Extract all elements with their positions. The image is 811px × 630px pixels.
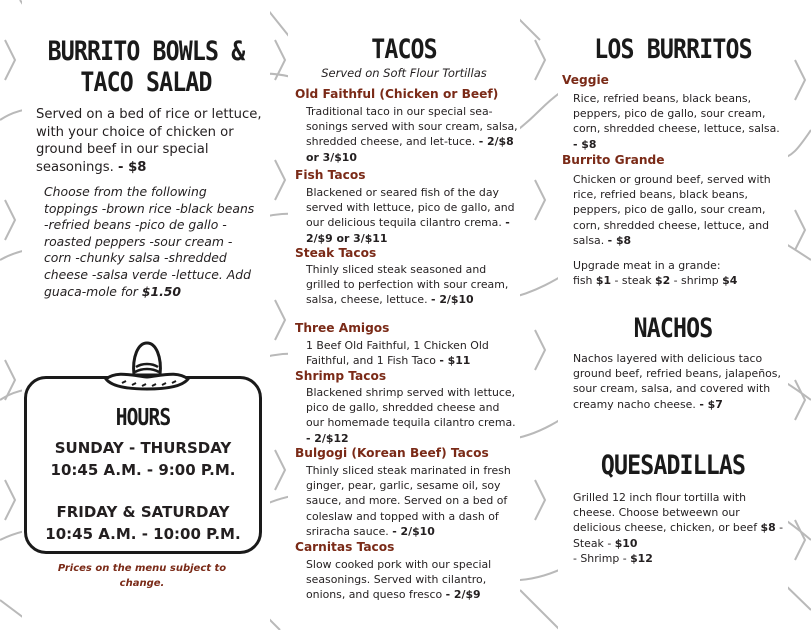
taco-item-desc: [306, 185, 518, 246]
upgrade-shrimp-price: $4: [722, 274, 738, 288]
bowls-description-text: Served on a bed of rice or lettuce, with your choice of chicken or ground beef in our special seasonings.: [36, 107, 262, 175]
quesadillas-price-steak: $10: [614, 536, 638, 550]
upgrade-fish-price: $1: [595, 274, 612, 288]
quesadillas-desc-text: Grilled 12 inch flour tortilla with cheese. Choose betweewn our delicious cheese, chicken, or beef: [573, 491, 758, 535]
taco-item-desc: [306, 104, 518, 165]
burrito-item-desc: [573, 172, 785, 248]
taco-item-desc: [306, 385, 518, 446]
hours-weekend-time: 10:45 A.M. - 10:00 P.M.: [45, 525, 241, 543]
quesadillas-steak: - Steak -: [573, 521, 784, 550]
column-bowls: [22, 0, 270, 630]
hours-weekday-days: SUNDAY - THURSDAY: [54, 439, 232, 457]
burrito-item-desc-text: Rice, refried beans, black beans, peppers, pico de gallo, sour cream, corn, shredded cheese, lettuce, salsa.: [573, 92, 780, 136]
quesadillas-price-beef: $8: [760, 521, 776, 535]
upgrade-shrimp: - shrimp: [673, 274, 719, 288]
taco-item-desc-text: Thinly sliced steak marinated in fresh ginger, pear, garlic, sesame oil, soy sauce, and more. Served on a bed of coleslaw and topped with a dash of sriracha sauce.: [306, 464, 511, 538]
quesadillas-title: QUESADILLAS: [600, 450, 746, 481]
taco-item-price: - 2/$12: [306, 431, 349, 445]
nachos-desc: [573, 351, 785, 412]
upgrade-info: [573, 258, 785, 288]
taco-item-price: - 2/$9 or 3/$11: [306, 216, 510, 245]
hours-box: [24, 376, 262, 554]
taco-item-desc-text: Blackened shrimp served with lettuce, pico de gallo, shredded cheese and our homemade tequila cilantro crema.: [306, 386, 516, 430]
hours-weekday-time: 10:45 A.M. - 9:00 P.M.: [50, 461, 236, 479]
taco-item-name: Carnitas Tacos: [295, 540, 395, 554]
upgrade-steak: - steak: [614, 274, 652, 288]
bowls-price: - $8: [118, 159, 147, 175]
taco-item-desc: [306, 262, 518, 308]
taco-item-desc: [306, 338, 518, 368]
sombrero-icon: [102, 335, 192, 395]
taco-item-price: - 2/$10: [392, 524, 435, 538]
burrito-item-desc-text: Chicken or ground beef, served with rice, refried beans, black beans, peppers, pico de gallo, sour cream, corn, shredded cheese, lettuce, and salsa.: [573, 173, 771, 247]
tacos-title: TACOS: [371, 34, 437, 65]
prices-note: Prices on the menu subject to change.: [57, 563, 227, 589]
bowls-description: [36, 106, 264, 176]
hours-weekend-days: FRIDAY & SATURDAY: [56, 503, 230, 521]
taco-item-desc: [306, 463, 518, 539]
taco-item-name: Three Amigos: [295, 321, 390, 335]
upgrade-prices: [573, 273, 785, 288]
taco-item-desc-text: Thinly sliced steak seasoned and grilled to perfection with sour cream, salsa, cheese, lettuce.: [306, 263, 509, 307]
taco-item-desc: [306, 557, 518, 603]
burrito-item-price: - $8: [573, 137, 597, 151]
burrito-item-name: Veggie: [562, 73, 609, 87]
taco-item-price: - $11: [439, 354, 471, 368]
upgrade-intro: Upgrade meat in a grande:: [573, 259, 721, 272]
taco-item-desc-text: 1 Beef Old Faithful, 1 Chicken Old Faithful, and 1 Fish Taco: [306, 339, 489, 368]
bowls-title-line1: BURRITO BOWLS &: [47, 36, 245, 67]
bowls-title: [39, 36, 252, 98]
column-tacos: [288, 0, 520, 630]
quesadillas-desc: [573, 490, 785, 566]
bowls-title-line2: TACO SALAD: [80, 67, 212, 98]
upgrade-fish: fish: [573, 274, 593, 288]
column-burritos: [558, 0, 788, 630]
nachos-desc-text: Nachos layered with delicious taco ground beef, refried beans, jalapeños, sour cream, salsa, and covered with creamy nacho cheese.: [573, 352, 781, 411]
bowls-toppings: [44, 184, 256, 300]
guac-price: $1.50: [141, 283, 182, 299]
taco-item-price: - 2/$10: [431, 293, 474, 307]
taco-item-name: Shrimp Tacos: [295, 369, 387, 383]
burrito-item-name: Burrito Grande: [562, 153, 665, 167]
burrito-item-desc: [573, 91, 785, 152]
tacos-subtitle: Served on Soft Flour Tortillas: [321, 66, 487, 80]
taco-item-price: - 2/$9: [445, 588, 481, 602]
taco-item-name: Steak Tacos: [295, 246, 377, 260]
burritos-title: LOS BURRITOS: [594, 34, 752, 65]
taco-item-desc-text: Slow cooked pork with our special seasonings. Served with cilantro, onions, and queso fresco: [306, 558, 492, 602]
taco-item-name: Fish Tacos: [295, 168, 366, 182]
nachos-title: NACHOS: [633, 313, 713, 344]
taco-item-desc-text: Traditional taco in our special sea-sonings served with sour cream, salsa, shredded cheese, and let-tuce.: [306, 105, 518, 149]
taco-item-desc-text: Blackened or seared fish of the day served with lettuce, pico de gallo, and our delicious tequila cilantro crema.: [306, 186, 515, 230]
taco-item-name: Old Faithful (Chicken or Beef): [295, 87, 499, 101]
hours-title: HOURS: [115, 405, 171, 431]
taco-item-price: - 2/$8 or 3/$10: [306, 135, 514, 164]
quesadillas-shrimp: - Shrimp -: [573, 551, 627, 565]
quesadillas-price-shrimp: $12: [630, 551, 653, 565]
bowls-toppings-text: Choose from the following toppings -brown rice -black beans -refried beans -pico de gallo -roasted peppers -sour cream -corn -chunky salsa -shredded cheese -salsa verde -lettuce. Add guaca-mole for: [44, 184, 255, 299]
upgrade-steak-price: $2: [655, 274, 671, 288]
nachos-price: - $7: [699, 397, 723, 411]
burrito-item-price: - $8: [607, 233, 632, 247]
taco-item-name: Bulgogi (Korean Beef) Tacos: [295, 446, 489, 460]
